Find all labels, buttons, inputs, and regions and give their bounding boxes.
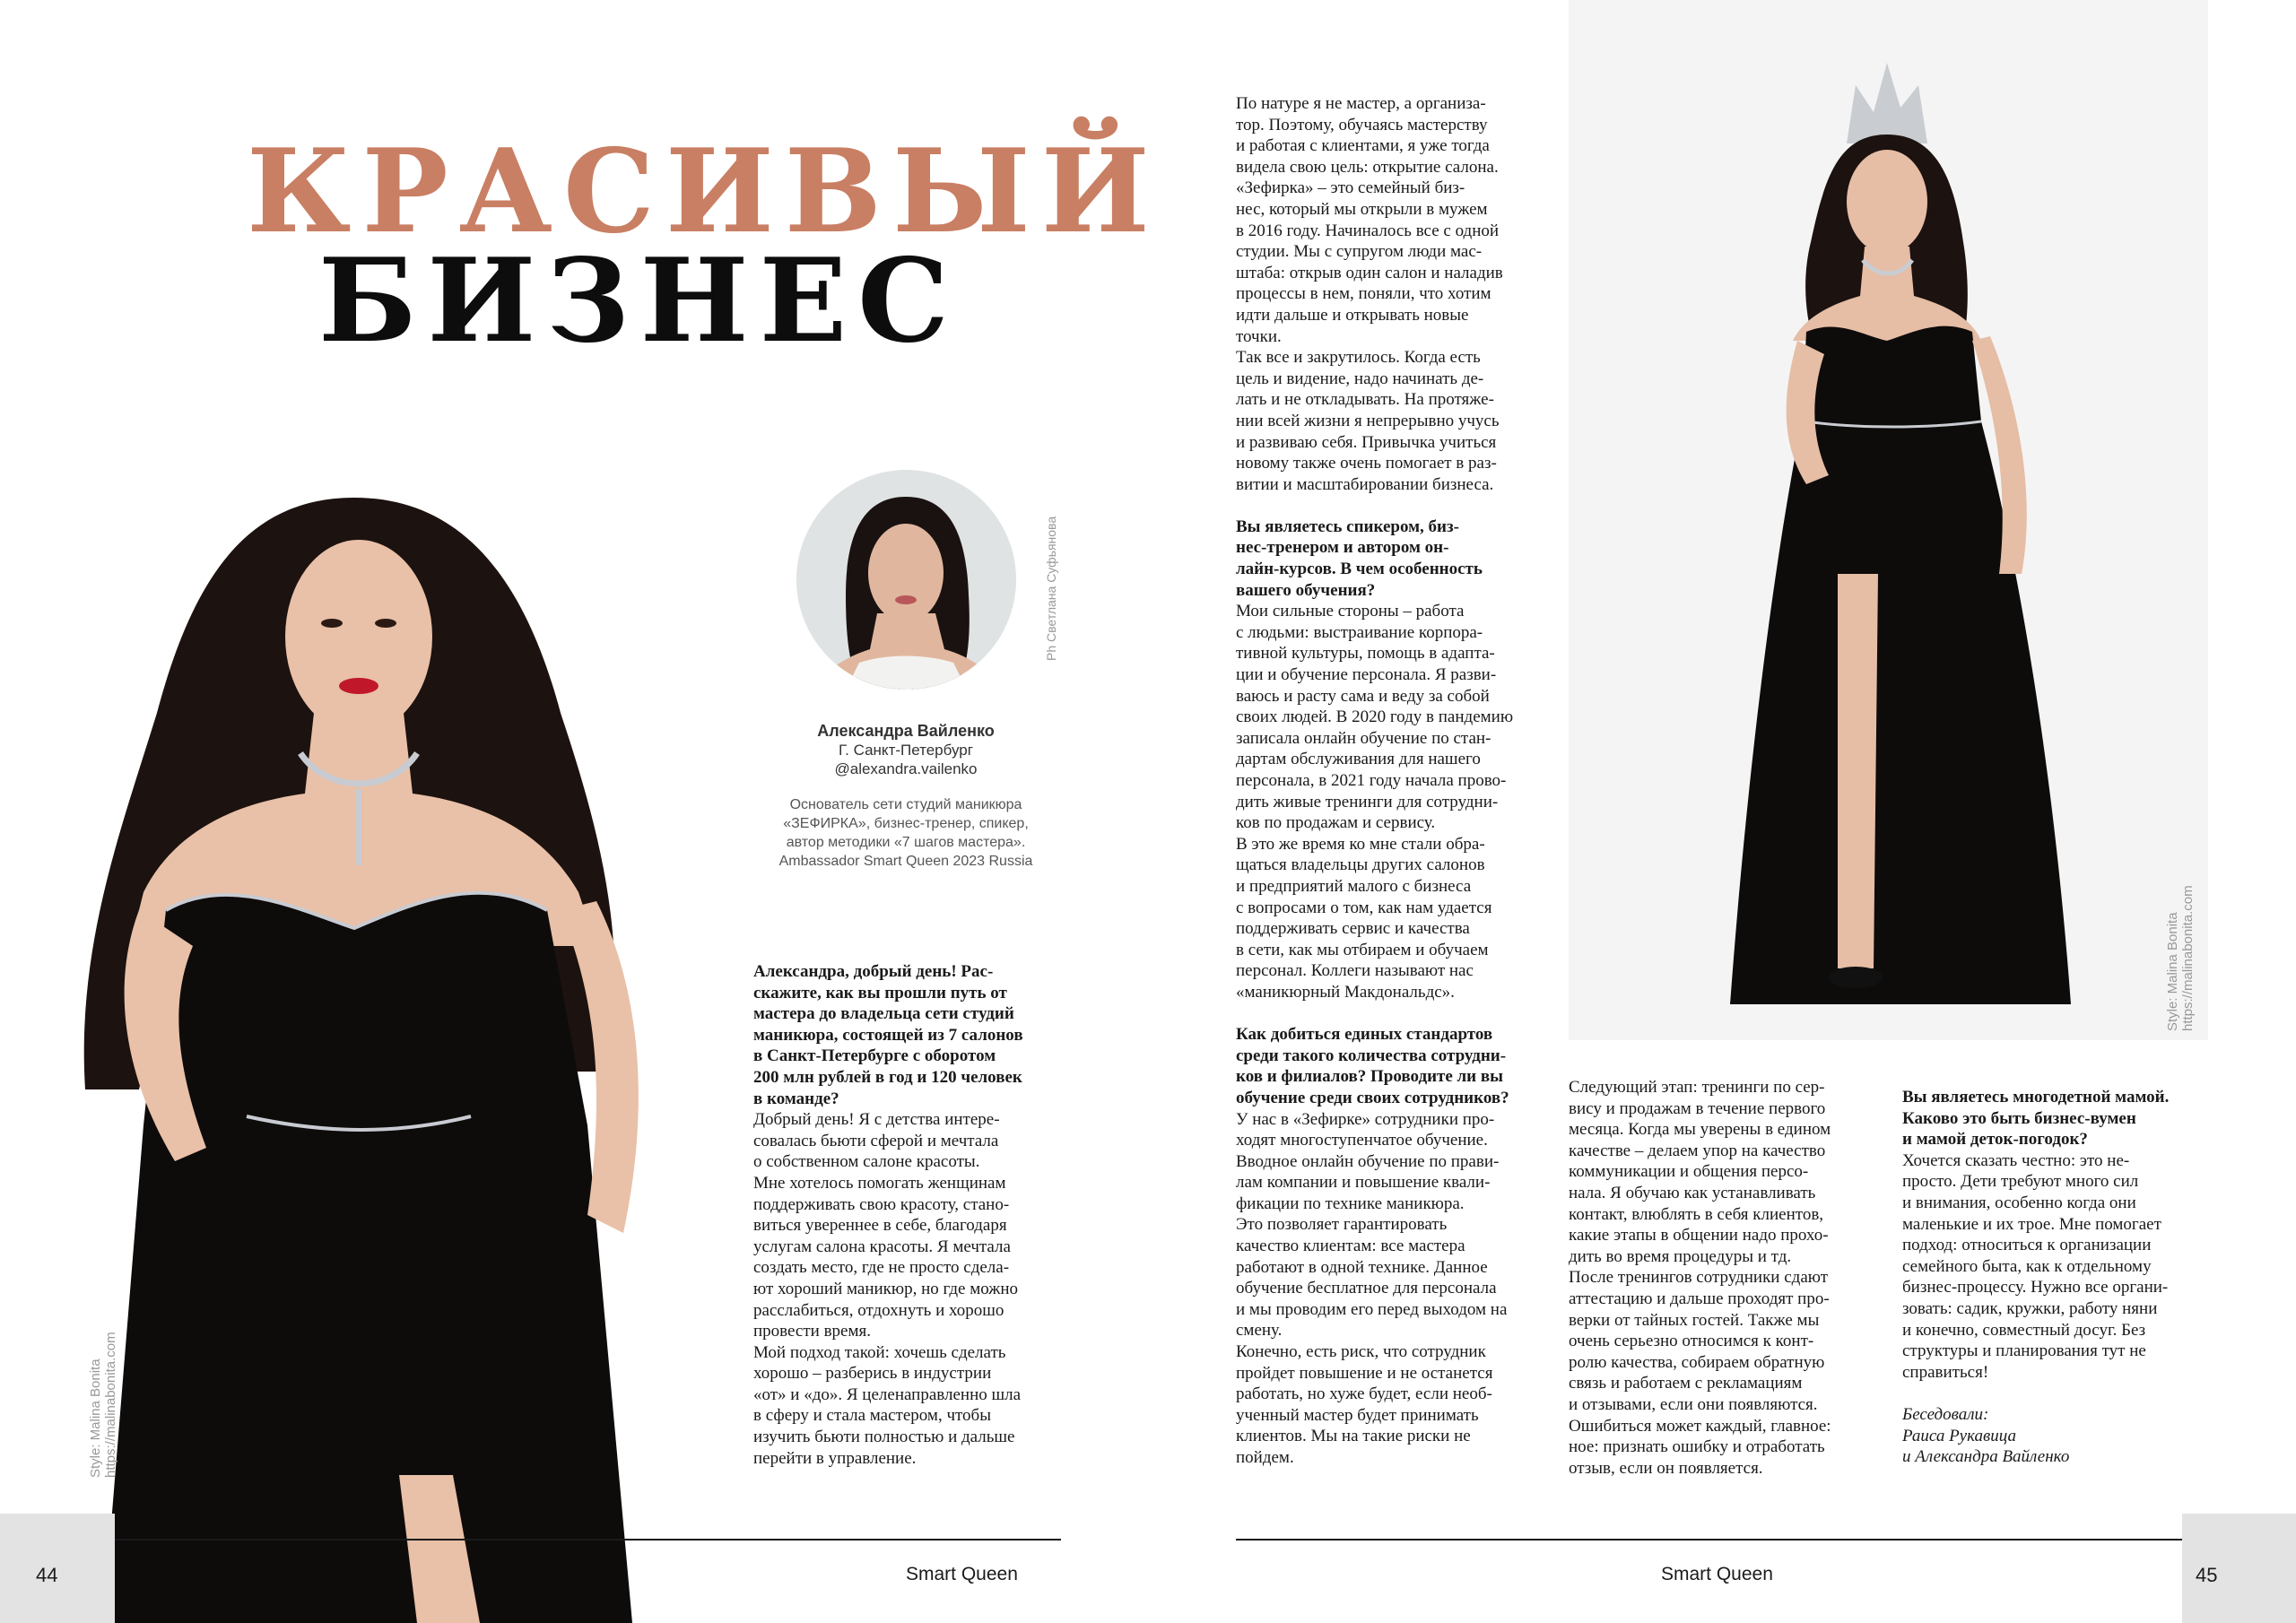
right-style-credit-2: https://malinabonita.com [2180,885,2196,1031]
body-line: обучение бесплатное для персонала [1236,1279,1497,1298]
body-line: с вопросами о том, как нам удается [1236,898,1492,917]
left-style-credit-1: Style: Malina Bonita [88,1358,103,1478]
body-line: ходят многоступенчатое обучение. [1236,1131,1488,1150]
body-line: ции и обучение персонала. Я разви- [1236,665,1497,685]
body-line: о собственном салоне красоты. [753,1152,980,1172]
left-style-credit-2: https://malinabonita.com [103,1332,118,1478]
body-line: месяца. Когда мы уверены в едином [1569,1120,1831,1140]
body-line: в сферу и стала мастером, чтобы [753,1406,991,1426]
question-line: лайн-курсов. В чем особенность [1236,560,1483,579]
paragraph-gap [1902,1383,2225,1404]
question-line: нес-тренером и автором он- [1236,538,1449,558]
question-line: Вы являетесь многодетной мамой. [1902,1088,2170,1107]
body-line: тор. Поэтому, обучаясь мастерству [1236,115,1488,135]
question-line: Каково это быть бизнес-вумен [1902,1108,2136,1128]
bio-description [753,795,1058,871]
body-line: перейти в управление. [753,1448,917,1468]
body-line: услугам салона красоты. Я мечтала [753,1237,1011,1256]
bio-name: Александра Вайленко [817,722,995,740]
question-line: и мамой деток-погодок? [1902,1130,2088,1150]
body-line: провести время. [753,1322,872,1341]
question-line: маникюра, состоящей из 7 салонов [753,1025,1023,1045]
body-line: вису и продажам в течение первого [1569,1098,1826,1118]
bio-handle: @alexandra.vailenko [834,760,978,777]
body-line: студии. Мы с супругом люди мас- [1236,242,1483,262]
body-line: цель и видение, надо начинать де- [1236,369,1484,388]
body-line: ролю качества, собираем обратную [1569,1352,1825,1372]
question-line: скажите, как вы прошли путь от [753,983,1007,1002]
body-line: зовать: садик, кружки, работу няни [1902,1298,2158,1318]
question-line: Александра, добрый день! Рас- [753,962,994,981]
body-line: нала. Я обучаю как устанавливать [1569,1183,1816,1202]
signature-line: и Александра Вайленко [1902,1447,2070,1467]
left-photo [58,444,677,1623]
question-line: Вы являетесь спикером, биз- [1236,516,1459,536]
article-column-3 [1569,1077,1892,1479]
body-line: дить во время процедуры и тд. [1569,1246,1792,1266]
body-line: ваюсь и расту сама и веду за собой [1236,686,1490,706]
body-line: нес, который мы открыли в мужем [1236,199,1488,219]
body-line: пройдет повышение и не останется [1236,1363,1493,1383]
body-line: процессы в нем, поняли, что хотим [1236,284,1492,304]
body-line: и развиваю себя. Привычка учиться [1236,432,1497,452]
portrait-photo-credit: Ph Светлана Суфьянова [1044,516,1058,661]
body-line: Добрый день! Я с детства интере- [753,1110,1000,1130]
body-line: качестве – делаем упор на качество [1569,1141,1826,1160]
body-line: и внимания, особенно когда они [1902,1193,2136,1212]
body-line: Мои сильные стороны – работа [1236,602,1465,621]
body-line: В это же время ко мне стали обра- [1236,834,1485,854]
body-line: поддерживать свою красоту, стано- [753,1194,1010,1214]
left-style-credit [88,1332,118,1478]
body-line: штаба: открыв один салон и наладив [1236,263,1503,282]
right-style-credit-1: Style: Malina Bonita [2165,912,2180,1031]
body-line: в сети, как мы отбираем и обучаем [1236,940,1489,959]
body-line: и работая с клиентами, я уже тогда [1236,136,1490,156]
body-line: создать место, где не просто сделa- [753,1258,1010,1278]
body-line: очень серьезно относимся к конт- [1569,1332,1814,1351]
body-line: персонала, в 2021 году начала прово- [1236,771,1507,790]
body-line: Вводное онлайн обучение по прави- [1236,1151,1500,1171]
article-column-2 [1236,93,1559,1469]
question-line: вашего обучения? [1236,580,1376,600]
question-line: среди такого количества сотрудни- [1236,1046,1507,1065]
body-line: хорошо – разберись в индустрии [753,1364,992,1384]
body-line: дить живые тренинги для сотрудни- [1236,792,1499,812]
body-line: ное: признать ошибку и отработать [1569,1437,1825,1457]
body-line: Мой подход такой: хочешь сделать [753,1342,1006,1362]
body-line: справиться! [1902,1362,1989,1382]
body-line: «от» и «до». Я целенаправленно шла [753,1384,1022,1404]
right-footer-rule [1236,1539,2182,1541]
body-line: в 2016 году. Начиналось все с одной [1236,221,1500,240]
article-column-4 [1902,1087,2225,1468]
body-line: По натуре я не мастер, а организа- [1236,94,1486,113]
body-line: «Зефирка» – это семейный биз- [1236,178,1465,198]
body-line: дартам обслуживания для нашего [1236,750,1481,769]
body-line: «маникюрный Макдональдс». [1236,982,1455,1002]
right-magazine-name: Smart Queen [1661,1564,1773,1584]
left-footer-rule [115,1539,1061,1541]
body-line: своих людей. В 2020 году в пандемию [1236,707,1514,727]
article-column-1 [753,961,1076,1469]
body-line: У нас в «Зефирке» сотрудники про- [1236,1109,1495,1129]
body-line: Хочется сказать честно: это не- [1902,1150,2130,1170]
question-line: в Санкт-Петербурге с оборотом [753,1046,996,1066]
body-line: смену. [1236,1321,1283,1341]
right-style-credit [2165,885,2196,1031]
body-line: фикации по технике маникюра. [1236,1193,1465,1213]
body-line: верки от тайных гостей. Также мы [1569,1310,1820,1330]
body-line: ученный мастер будет принимать [1236,1405,1479,1425]
body-line: видела свою цель: открытие салона. [1236,157,1499,177]
left-magazine-name: Smart Queen [906,1564,1018,1584]
body-line: щаться владельцы других салонов [1236,855,1485,875]
body-line: и предприятий малого с бизнеса [1236,876,1472,896]
right-page-number: 45 [2196,1564,2218,1586]
body-line: качество клиентам: все мастера [1236,1237,1465,1256]
body-line: нии всей жизни я непрерывно учусь [1236,411,1500,430]
body-line: подход: относиться к организации [1902,1236,2152,1255]
body-line: расслабиться, отдохнуть и хорошо [753,1300,1004,1320]
title-line-1: КРАСИВЫЙ [247,125,1161,259]
question-line: ков и филиалов? Проводите ли вы [1236,1067,1503,1087]
body-line: контакт, влюблять в себя клиентов, [1569,1204,1824,1224]
bio-desc-line: Ambassador Smart Queen 2023 Russia [778,854,1033,869]
body-line: лать и не откладывать. На протяже- [1236,390,1494,410]
paragraph-gap [1236,1003,1559,1025]
body-line: и отзывами, если они появляются. [1569,1394,1818,1414]
body-line: записала онлайн обучение по стан- [1236,728,1492,748]
body-line: и мы проводим его перед выходом на [1236,1299,1508,1319]
body-line: новому также очень помогает в раз- [1236,454,1497,473]
paragraph-gap [1236,495,1559,516]
body-line: отзыв, если он появляется. [1569,1458,1763,1478]
body-line: какие этапы в общении надо прохо- [1569,1226,1829,1245]
body-line: коммуникации и общения персо- [1569,1162,1809,1182]
body-line: виться увереннее в себе, благодаря [753,1216,1007,1236]
right-photo [1569,0,2208,1040]
signature-line: Беседовали: [1902,1404,1989,1424]
question-line: мастера до владельца сети студий [753,1004,1014,1024]
body-line: с людьми: выстраивание корпора- [1236,622,1483,642]
question-line: 200 млн рублей в год и 120 человек [753,1067,1022,1087]
portrait-photo [796,470,1016,690]
question-line: Как добиться единых стандартов [1236,1025,1493,1045]
body-line: тивной культуры, помощь в адапта- [1236,644,1495,664]
body-line: идти дальше и открывать новые [1236,305,1469,325]
body-line: аттестацию и дальше проходят про- [1569,1289,1830,1308]
body-line: витии и масштабировании бизнеса. [1236,474,1494,494]
body-line: точки. [1236,326,1282,346]
body-line: персонал. Коллеги называют нас [1236,961,1474,981]
body-line: пойдем. [1236,1448,1294,1467]
bio-desc-line: автор методики «7 шагов мастера». [786,835,1026,850]
bio-desc-line: Основатель сети студий маникюра [789,797,1022,812]
body-line: После тренингов сотрудники сдают [1569,1268,1829,1288]
left-page-number: 44 [36,1564,58,1586]
bio-city: Г. Санкт-Петербург [839,742,973,759]
body-line: бизнес-процессу. Нужно все органи- [1902,1278,2169,1298]
body-line: Так все и закрутилось. Когда есть [1236,348,1481,368]
body-line: ков по продажам и сервису. [1236,813,1436,833]
body-line: и конечно, совместный досуг. Без [1902,1320,2146,1340]
body-line: структуры и планирования тут не [1902,1341,2146,1361]
body-line: совалась бьюти сферой и мечтала [753,1131,999,1150]
body-line: ют хороший маникюр, но где можно [753,1279,1019,1298]
signature-line: Раиса Рукавица [1902,1426,2017,1445]
body-line: изучить бьюти полностью и дальше [753,1428,1015,1447]
body-line: просто. Дети требуют много сил [1902,1172,2139,1192]
body-line: Ошибиться может каждый, главное: [1569,1416,1831,1436]
title-line-2: БИЗНЕС [318,234,960,369]
body-line: работать, но хуже будет, если необ- [1236,1384,1492,1404]
question-line: в команде? [753,1089,839,1108]
body-line: Следующий этап: тренинги по сер- [1569,1078,1825,1097]
body-line: маленькие и их трое. Мне помогает [1902,1214,2161,1234]
body-line: поддерживать сервис и качества [1236,919,1470,939]
bio-desc-line: «ЗЕФИРКА», бизнес-тренер, спикер, [783,816,1029,831]
body-line: Конечно, есть риск, что сотрудник [1236,1342,1486,1362]
body-line: Это позволяет гарантировать [1236,1215,1448,1235]
body-line: клиентов. Мы на такие риски не [1236,1427,1471,1446]
body-line: Мне хотелось помогать женщинам [753,1173,1006,1193]
question-line: обучение среди своих сотрудников? [1236,1088,1509,1107]
body-line: лам компании и повышение квали- [1236,1173,1491,1193]
body-line: работают в одной технике. Данное [1236,1257,1488,1277]
body-line: связь и работаем с рекламациям [1569,1374,1803,1393]
body-line: семейного быта, как к отдельному [1902,1256,2152,1276]
